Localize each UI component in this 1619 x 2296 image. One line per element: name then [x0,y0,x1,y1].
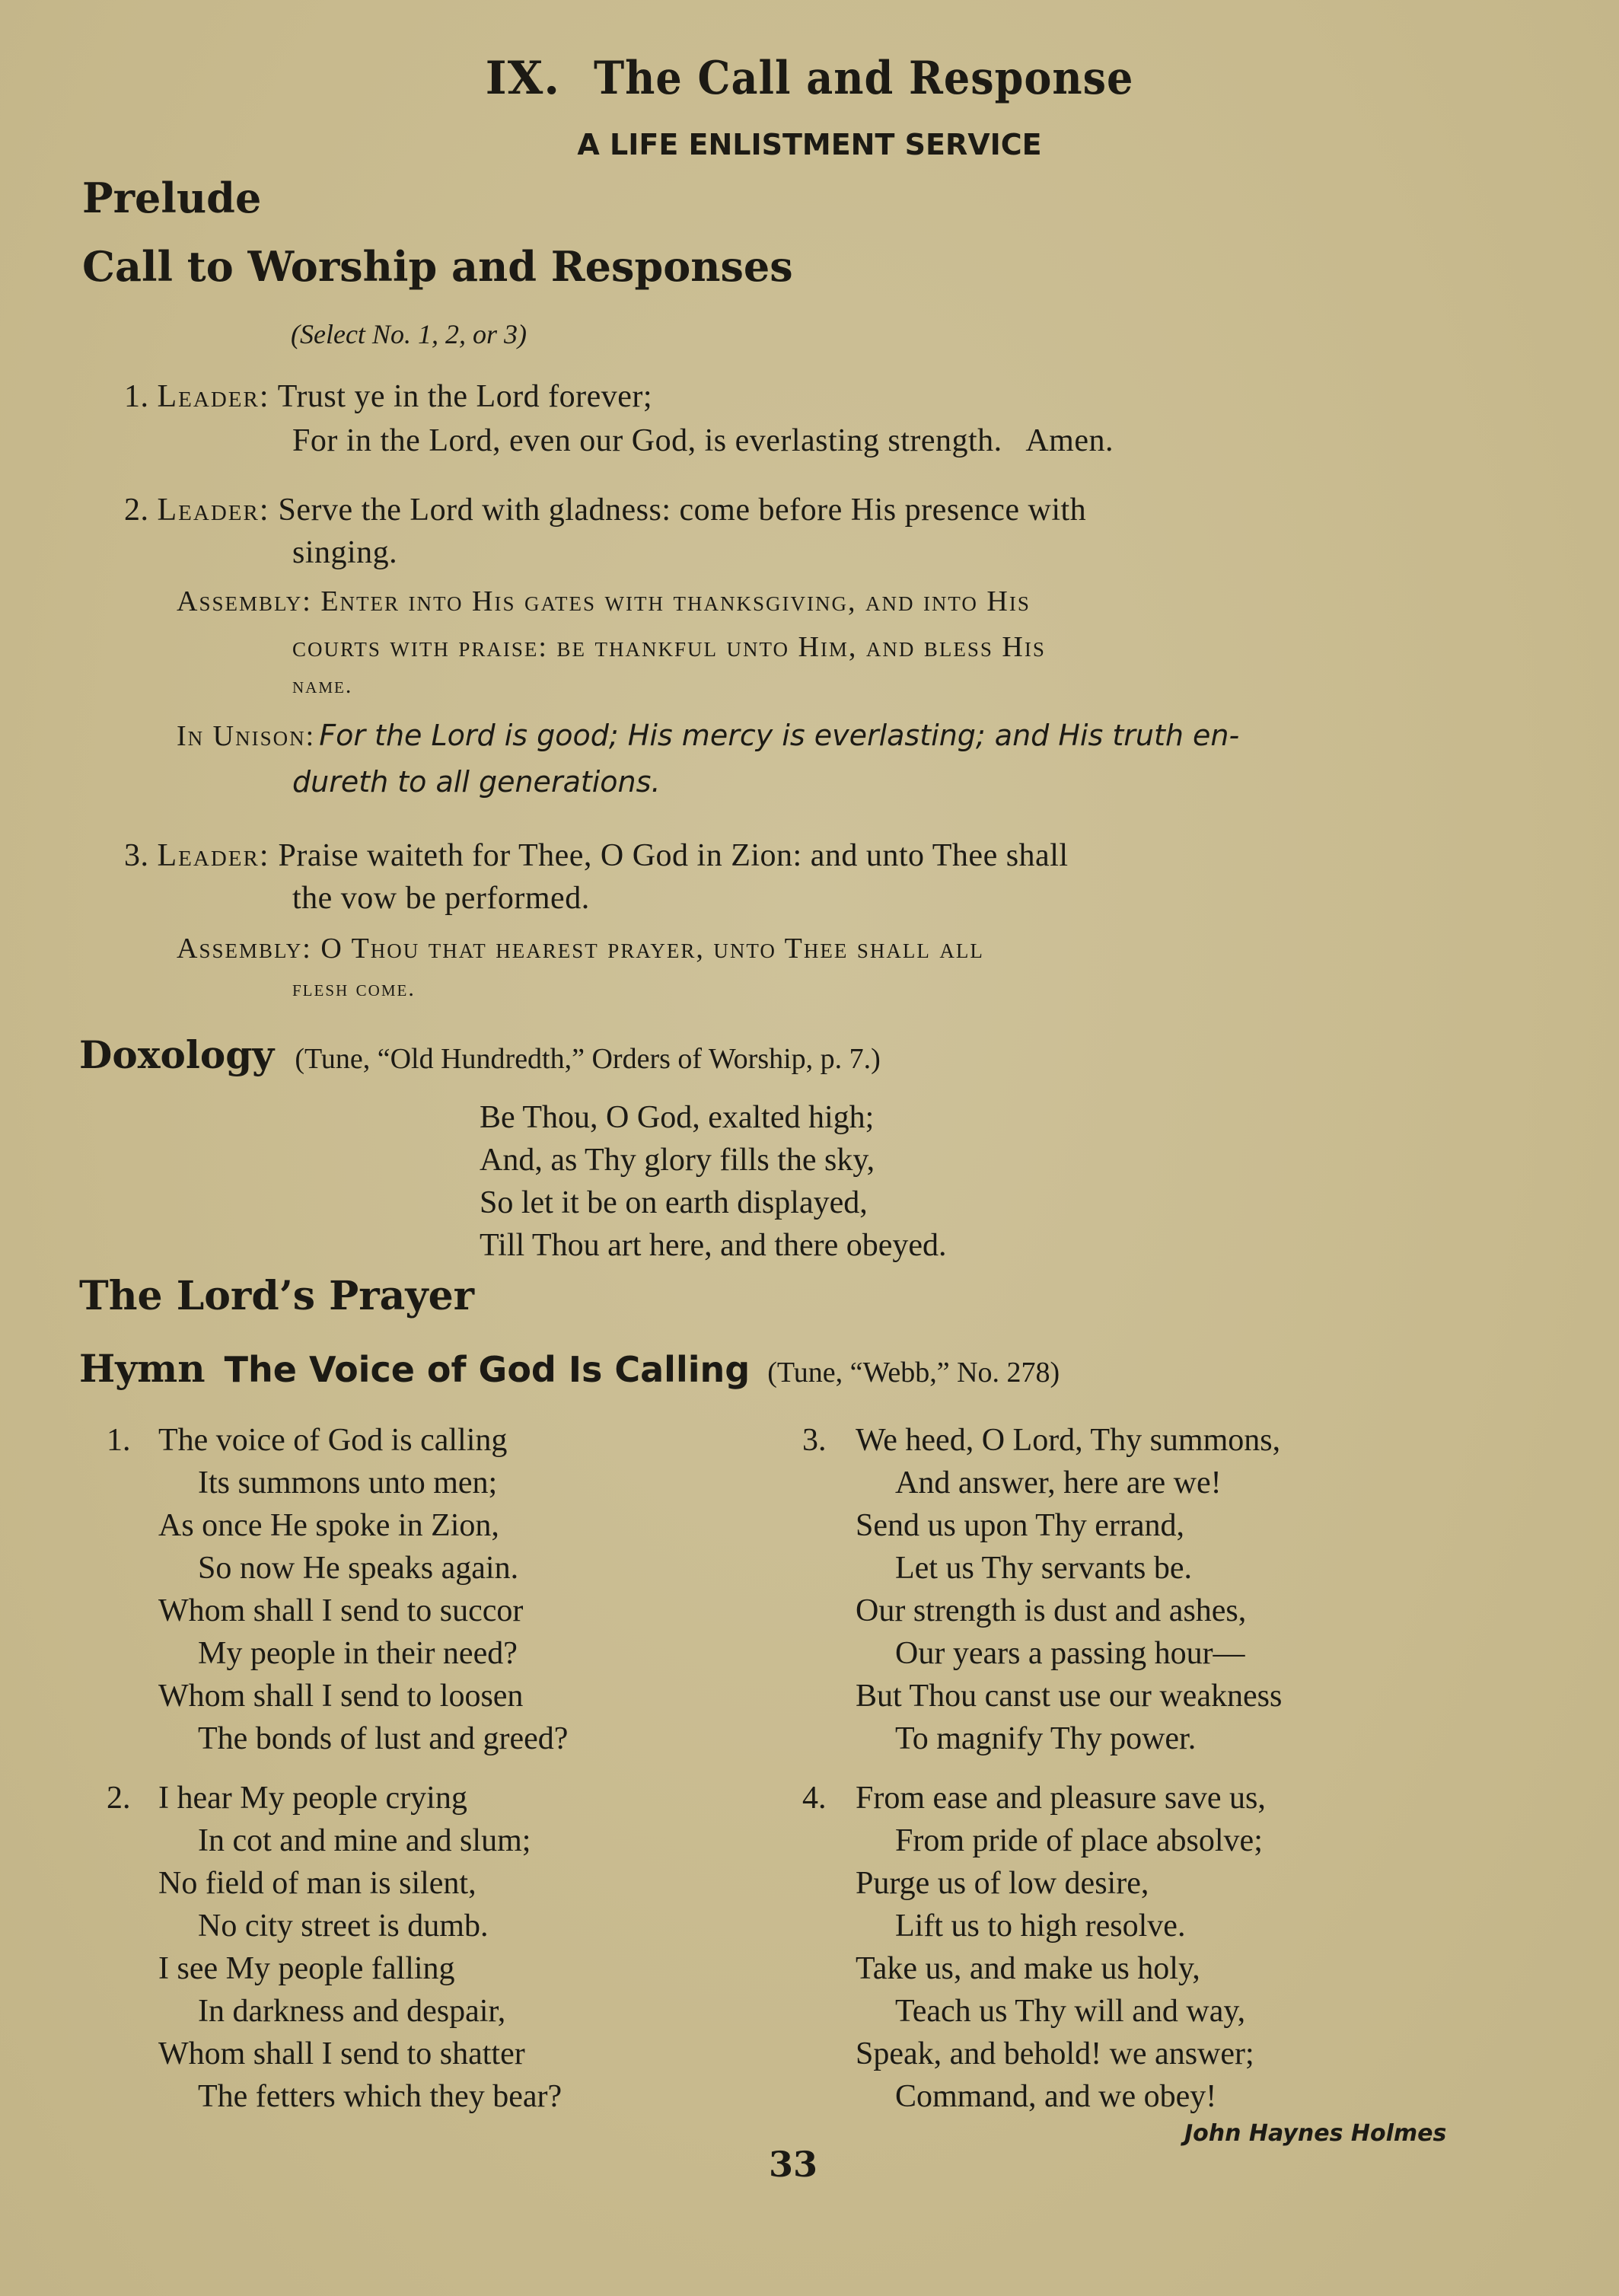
doxology-tune: (Tune, “Old Hundredth,” Orders of Worship, p. 7.) [295,1043,881,1075]
verse-line: Take us, and make us holy, [856,1951,1200,1986]
hymn-header [79,1346,1060,1391]
verse-number: 4. [802,1781,827,1816]
assembly-label: Assembly: [177,585,312,617]
select-note: (Select No. 1, 2, or 3) [291,319,527,349]
verse-line: But Thou canst use our weakness [856,1679,1283,1714]
item-number: 2. [124,493,149,528]
verse-number: 2. [107,1781,131,1816]
verse-line: From pride of place absolve; [895,1823,1263,1858]
item-number: 3. [124,838,149,873]
assembly-text: O Thou that hearest prayer, unto Thee shall all [320,933,984,965]
verse-line: Its summons unto men; [198,1465,498,1500]
verse-line: My people in their need? [198,1636,518,1671]
response-item-1 [124,378,652,415]
verse-line: Lift us to high resolve. [895,1909,1186,1944]
page-subtitle: A LIFE ENLISTMENT SERVICE [577,128,1042,161]
assembly-label: Assembly: [177,933,312,965]
verse-line: Our years a passing hour— [895,1636,1245,1671]
doxology-section [79,1032,881,1077]
leader-text: Praise waiteth for Thee, O God in Zion: and unto Thee shall [278,838,1069,873]
hymn-author: John Haynes Holmes [1184,2120,1447,2147]
verse-line: No city street is dumb. [198,1909,489,1944]
leader-text: Serve the Lord with gladness: come before His presence with [278,493,1087,528]
leader-text-cont: For in the Lord, even our God, is everlasting strength. Amen. [292,423,1114,458]
hymn-verse-3 [802,1419,1282,1760]
verse-line: Send us upon Thy errand, [856,1508,1184,1543]
response-item-3 [124,837,1069,874]
lords-prayer-heading: The Lord’s Prayer [79,1273,475,1319]
leader-text-cont: the vow be performed. [292,881,590,916]
verse-line: And answer, here are we! [895,1465,1222,1500]
prelude-heading: Prelude [82,174,262,222]
verse-line: Speak, and behold! we answer; [856,2036,1254,2071]
unison-response [177,719,1239,753]
doxology-heading: Doxology [79,1032,275,1077]
assembly-text-cont: courts with praise: be thankful unto Him, and bless His [292,631,1046,663]
leader-label: Leader: [157,493,270,528]
verse-line: Whom shall I send to loosen [158,1679,524,1714]
title-number: IX. [485,52,561,105]
verse-line: To magnify Thy power. [895,1721,1197,1756]
assembly-response [177,585,1031,618]
verse-line: Whom shall I send to succor [158,1593,524,1628]
hymn-verse-2 [107,1777,562,2118]
verse-line: The bonds of lust and greed? [198,1721,569,1756]
assembly-response [177,932,984,965]
verse-line: In darkness and despair, [198,1994,506,2029]
leader-label: Leader: [157,838,270,873]
verse-line: As once He spoke in Zion, [158,1508,499,1543]
verse-number: 3. [802,1423,827,1458]
assembly-text: Enter into His gates with thanksgiving, and into His [320,585,1031,617]
hymn-title: The Voice of God Is Calling [224,1349,751,1390]
verse-line: Command, and we obey! [895,2079,1217,2114]
verse-line: The voice of God is calling [158,1423,508,1458]
doxology-verse [480,1096,947,1267]
verse-line: So now He speaks again. [198,1551,519,1586]
page-number: 33 [769,2144,818,2185]
verse-line: And, as Thy glory fills the sky, [480,1143,875,1178]
call-to-worship-heading: Call to Worship and Responses [82,242,793,291]
leader-label: Leader: [157,379,270,414]
verse-line: Till Thou art here, and there obeyed. [480,1228,947,1263]
verse-line: Whom shall I send to shatter [158,2036,525,2071]
verse-line: The fetters which they bear? [198,2079,563,2114]
verse-line: From ease and pleasure save us, [856,1781,1266,1816]
hymn-label: Hymn [79,1346,206,1391]
verse-line: We heed, O Lord, Thy summons, [856,1423,1281,1458]
title-text: The Call and Response [593,52,1134,105]
verse-line: Purge us of low desire, [856,1866,1149,1901]
verse-line: In cot and mine and slum; [198,1823,531,1858]
hymn-tune: (Tune, “Webb,” No. 278) [767,1357,1060,1389]
page-title [0,52,1619,105]
hymn-verse-4 [802,1777,1266,2118]
verse-line: So let it be on earth displayed, [480,1185,868,1220]
leader-text: Trust ye in the Lord forever; [277,379,653,414]
response-item-2 [124,492,1086,528]
verse-line: Our strength is dust and ashes, [856,1593,1247,1628]
verse-line: I see My people falling [158,1951,455,1986]
unison-text-cont: dureth to all generations. [292,765,661,799]
item-number: 1. [124,379,149,414]
verse-number: 1. [107,1423,131,1458]
assembly-text-cont: flesh come. [292,976,416,1001]
unison-text: For the Lord is good; His mercy is everlasting; and His truth en- [319,719,1240,752]
verse-line: Be Thou, O God, exalted high; [480,1100,875,1135]
verse-line: Teach us Thy will and way, [895,1994,1246,2029]
verse-line: Let us Thy servants be. [895,1551,1192,1586]
verse-line: I hear My people crying [158,1781,467,1816]
verse-line: No field of man is silent, [158,1866,476,1901]
assembly-text-cont: name. [292,673,353,698]
hymn-verse-1 [107,1419,568,1760]
unison-label: In Unison: [177,720,316,752]
leader-text-cont: singing. [292,535,398,570]
